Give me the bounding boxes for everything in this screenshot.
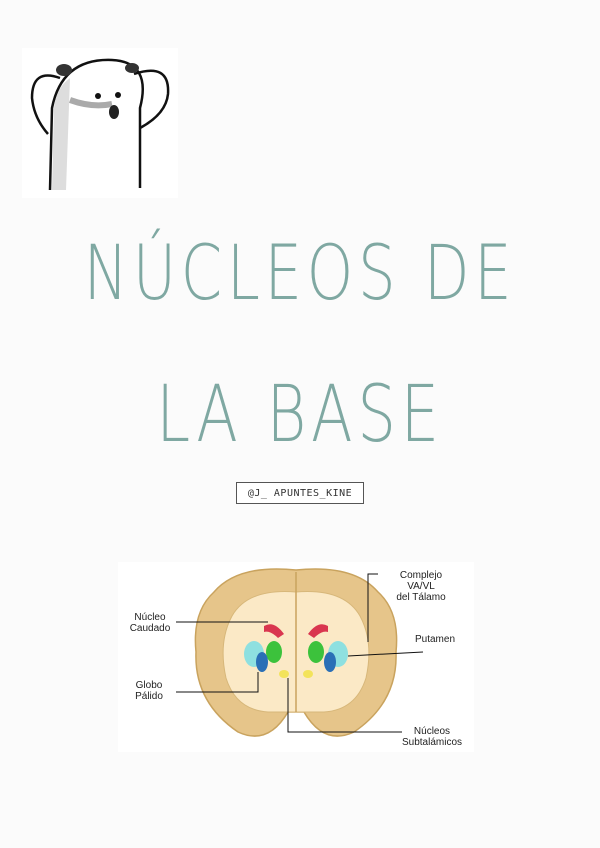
mascot-illustration [22, 48, 178, 198]
author-handle-badge: @J_ APUNTES_KINE [236, 482, 364, 504]
page-title-line-1: NÚCLEOS DE [83, 228, 517, 317]
cartoon-animal-mascot-icon [22, 48, 178, 198]
label-subtalamicos [390, 726, 474, 748]
label-globo-palido [124, 680, 174, 702]
label-globo-line2: Pálido [135, 691, 163, 702]
label-nucleo-caudado [120, 612, 180, 634]
label-subtalamicos-line1: Núcleos [413, 726, 451, 737]
label-nucleo-caudado-line2: Caudado [129, 623, 171, 634]
label-complejo-line1: Complejo [399, 570, 443, 581]
page-title-line-2: LA BASE [156, 370, 444, 460]
label-globo-line1: Globo [135, 680, 163, 691]
label-putamen: Putamen [414, 634, 456, 645]
label-complejo [386, 570, 456, 603]
brain-figure [118, 562, 474, 752]
label-complejo-line2: VA/VL [407, 581, 435, 592]
label-complejo-line3: del Tálamo [396, 592, 446, 603]
label-nucleo-caudado-line1: Núcleo [134, 612, 166, 623]
label-subtalamicos-line2: Subtalámicos [401, 737, 463, 748]
